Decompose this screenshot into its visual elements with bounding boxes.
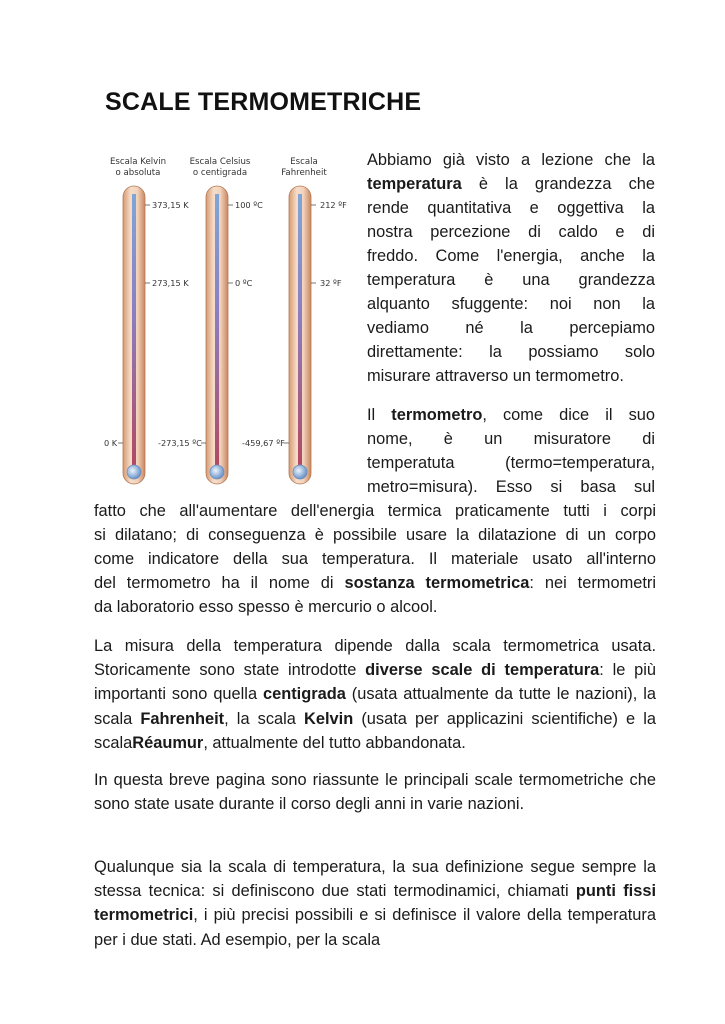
p2-line: fatto che all'aumentare dell'energia termica praticamente tutti i corpi — [94, 502, 656, 520]
p1-line: è la grandezza che — [461, 175, 655, 193]
p2-bold-sostanza: sostanza termometrica — [344, 574, 530, 592]
p2-line: nome, è un misuratore di — [367, 430, 655, 448]
p1-line: Abbiamo già visto a lezione che la — [367, 151, 655, 169]
thermometer-kelvin-mid-label: 273,15 K — [152, 278, 189, 288]
p3-bold-fahrenheit: Fahrenheit — [140, 709, 225, 728]
thermometer-fahrenheit-bottom-label: -459,67 ºF — [242, 438, 285, 448]
p2-line: metro=misura). Esso si basa sul — [367, 478, 655, 496]
p2-bold-termometro: termometro — [391, 406, 483, 424]
thermometer-fahrenheit-mid-label: 32 ºF — [320, 278, 342, 288]
p5-bold-punti-fissi: punti fissi termometrici — [94, 882, 657, 925]
p1-line: misurare attraverso un termometro. — [367, 367, 624, 385]
thermometer-celsius-name-1: Escala Celsius — [189, 157, 251, 167]
p3-bold-kelvin: Kelvin — [304, 709, 354, 728]
thermometer-fahrenheit-top-label: 212 ºF — [320, 200, 347, 210]
thermometer-kelvin — [104, 157, 189, 484]
p2-line: del termometro ha il nome di — [94, 574, 345, 592]
thermometer-celsius-name-2: o centigrada — [192, 168, 248, 178]
p2-line: temperatuta (termo=temperatura, — [367, 454, 655, 472]
thermometer-fahrenheit-name-2: Fahrenheit — [281, 168, 327, 178]
paragraph-3: La misura della temperatura dipende dalla scala termometrica usata. Storicamente sono state introdotte diverse scale di temperatura: le più importanti sono quella centigrada (usata attualmente da tutte le nazioni), la scala Fahrenheit, la scala Kelvin (usata per applicazini scientifiche) e la scalaRéaumur, attualmente del tutto abbandonata. — [94, 637, 656, 752]
p1-bold-temperatura: temperatura — [367, 175, 462, 193]
p1-line: direttamente: la possiamo solo — [367, 343, 655, 361]
p1-line: alquanto sfuggente: noi non la — [367, 295, 655, 313]
thermometer-kelvin-name-2: o absoluta — [115, 168, 161, 178]
thermometer-kelvin-top-label: 373,15 K — [152, 200, 189, 210]
p3-bold-reaumur: Réaumur — [132, 733, 204, 752]
thermometer-celsius-bottom-label: -273,15 ºC — [158, 438, 202, 448]
thermometer-fahrenheit-name-1: Escala — [290, 157, 318, 167]
thermometers-figure — [98, 150, 360, 495]
p1-line: rende quantitativa e oggettiva la — [367, 199, 655, 217]
paragraph-4: In questa breve pagina sono riassunte le principali scale termometriche che sono state usate durante il corso degli anni in varie nazioni. — [94, 771, 656, 814]
p1-line: temperatura è una grandezza — [367, 271, 655, 289]
thermometer-celsius-top-label: 100 ºC — [235, 200, 263, 210]
thermometer-kelvin-name-1: Escala Kelvin — [109, 157, 167, 167]
p2-line: come indicatore della sua temperatura. Il materiale usato all'interno — [94, 550, 656, 568]
thermometer-celsius-mid-label: 0 ºC — [235, 278, 253, 288]
p2-line: , come dice il suo — [482, 406, 655, 424]
thermometer-kelvin-bottom-label: 0 K — [104, 438, 118, 448]
p2-line: da laboratorio esso spesso è mercurio o alcool. — [94, 598, 438, 616]
p2-line: si dilatano; di conseguenza è possibile usare la dilatazione di un corpo — [94, 526, 656, 544]
p3-bold-diverse-scale: diverse scale di temperatura — [365, 661, 600, 680]
page-title: SCALE TERMOMETRICHE — [105, 88, 422, 116]
p2-line: Il — [367, 406, 392, 424]
p1-line: nostra percezione di caldo e di — [367, 223, 655, 241]
p3-bold-centigrada: centigrada — [262, 685, 346, 704]
p1-line: vediamo né la percepiamo — [367, 319, 655, 337]
p1-line: freddo. Come l'energia, anche la — [367, 247, 655, 265]
paragraph-5: Qualunque sia la scala di temperatura, la sua definizione segue sempre la stessa tecnica: si definiscono due stati termodinamici, chiamati punti fissi termometrici, i più precisi possibili e si definisce il valore della temperatura per i due stati. Ad esempio, per la scala — [94, 858, 657, 949]
p2-line: : nei termometri — [529, 574, 657, 592]
